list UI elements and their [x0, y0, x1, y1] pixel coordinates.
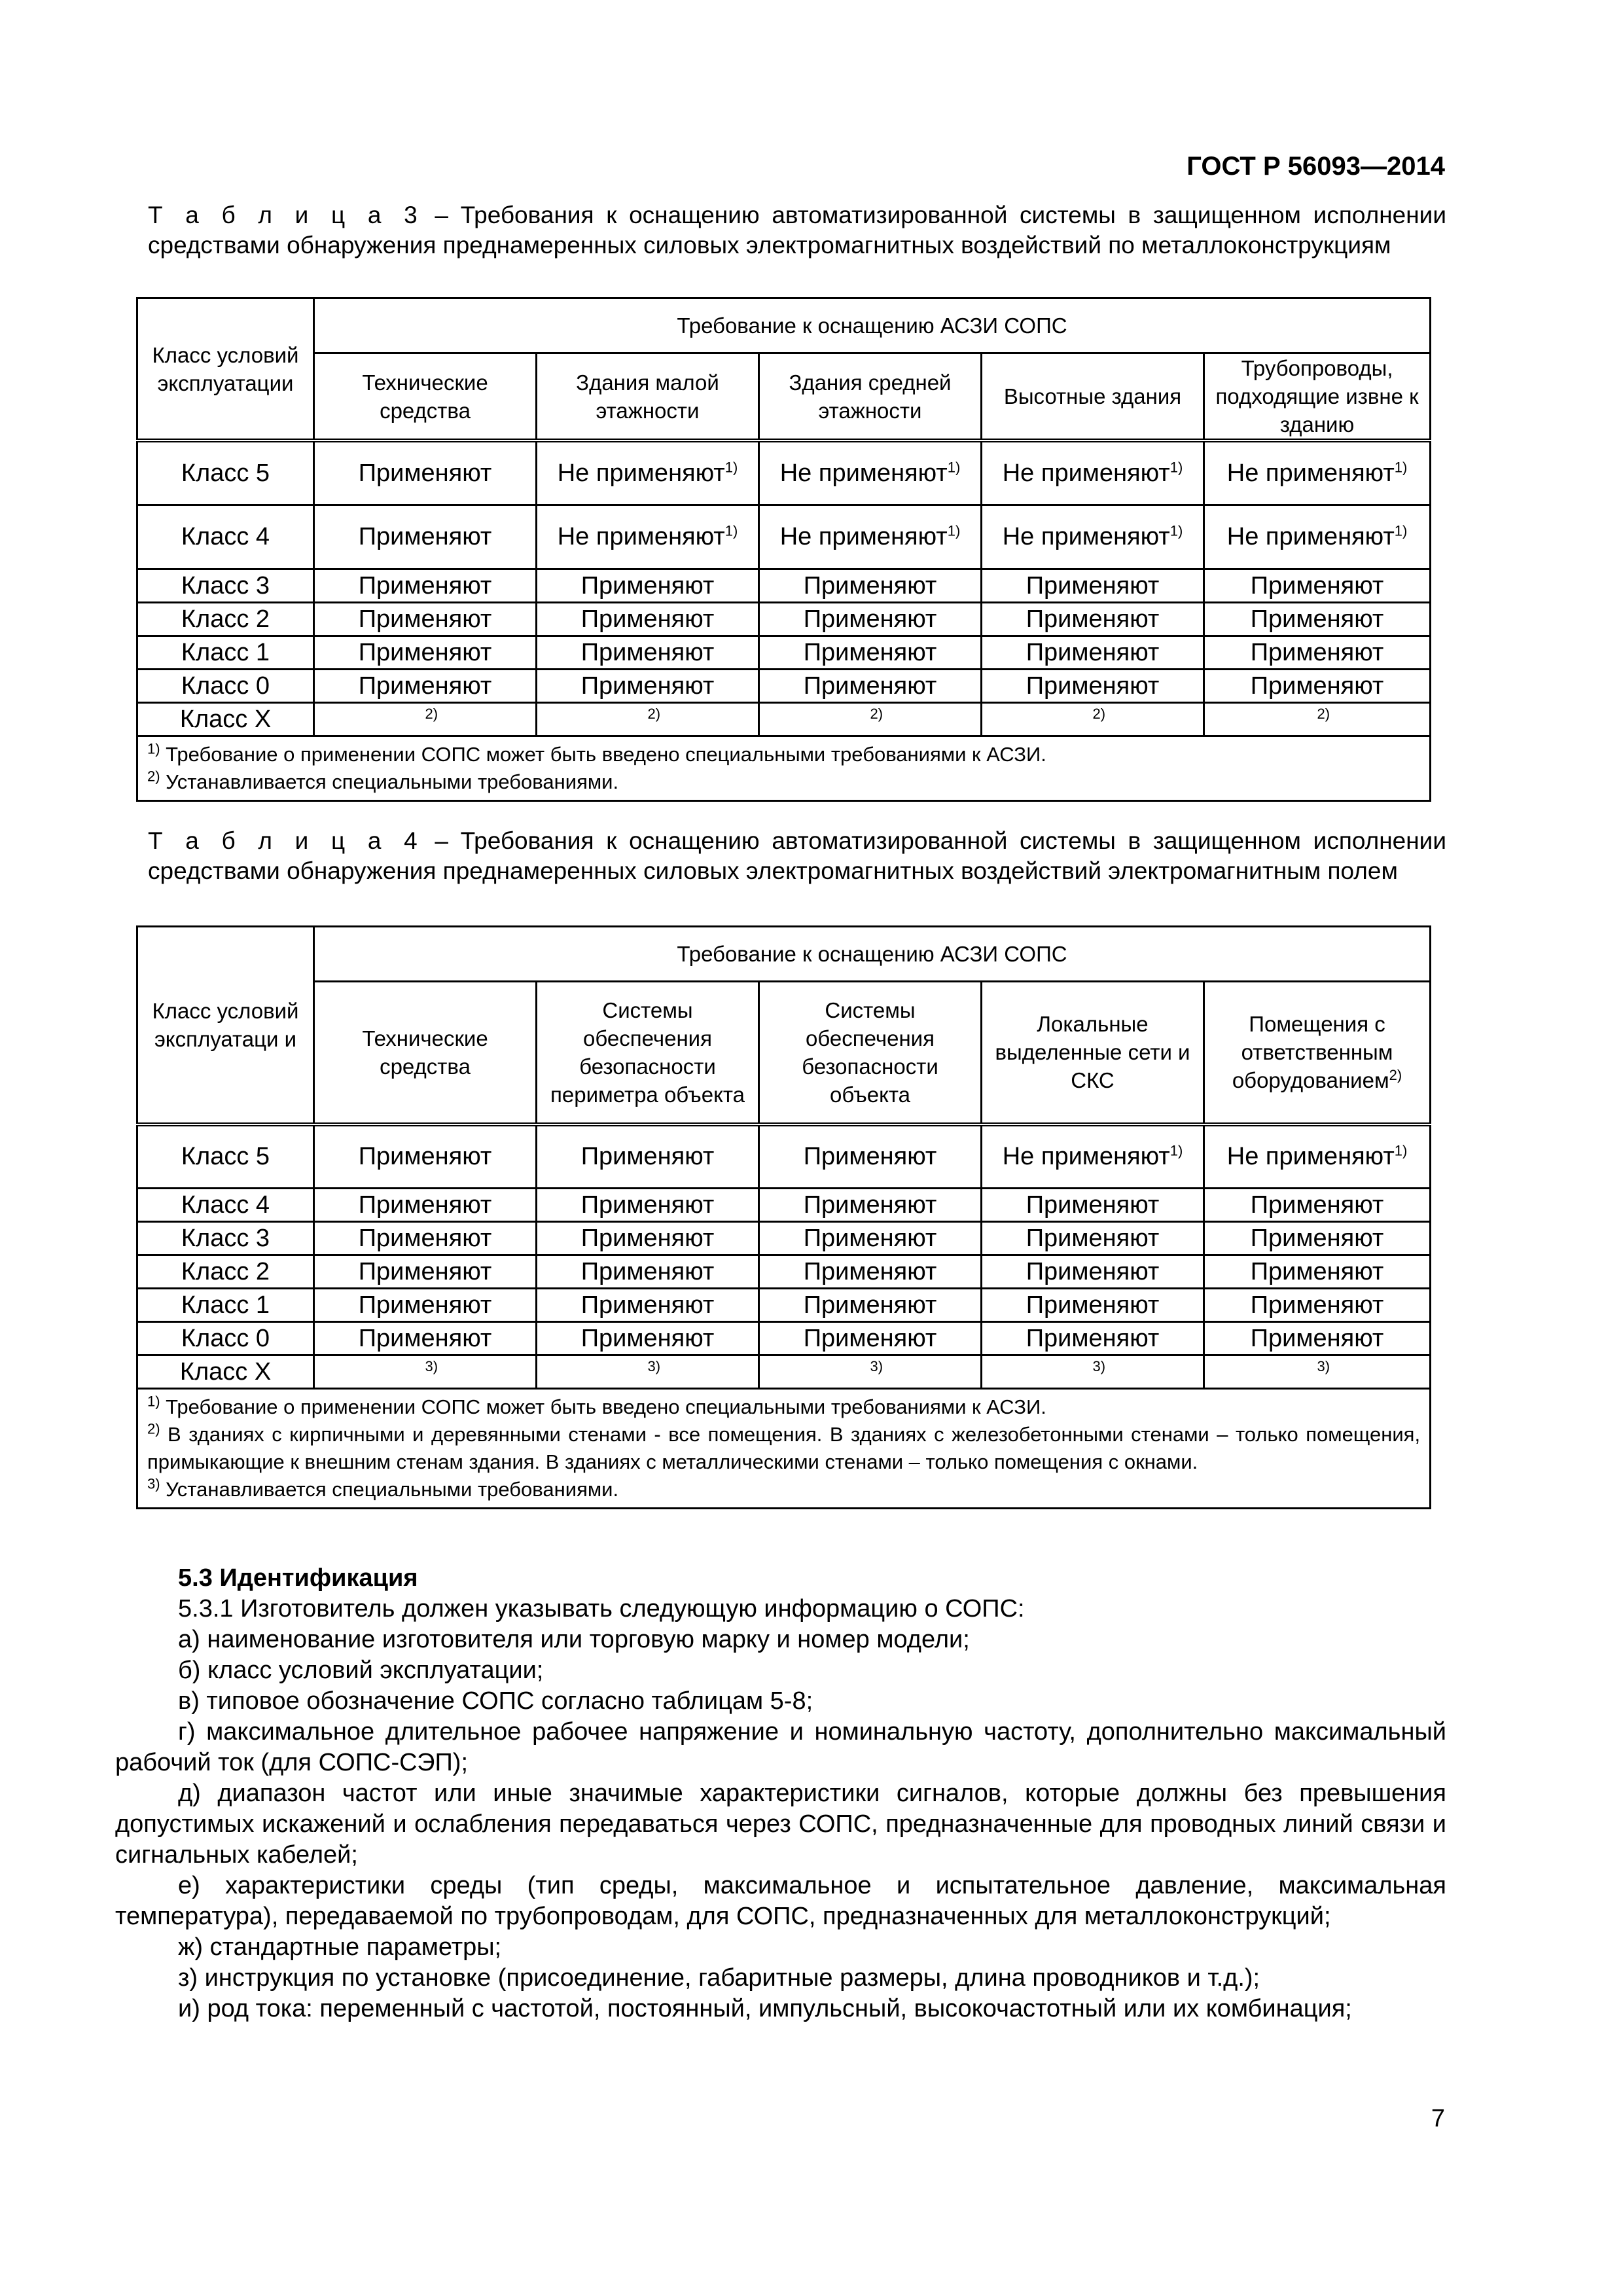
value-cell [759, 440, 982, 505]
class-cell: Класс 5 [137, 1124, 314, 1189]
value-text: Не применяют [1002, 1143, 1170, 1171]
footnote-text: Устанавливается специальными требованиями. [160, 770, 619, 793]
value-cell: Применяют [982, 569, 1204, 602]
value-cell: Применяют [759, 1222, 982, 1255]
footnote-mark: 2) [147, 1420, 160, 1437]
value-text: Не применяют [779, 459, 948, 487]
class-cell: Класс 1 [137, 636, 314, 669]
table4-col-header [1204, 982, 1431, 1124]
value-cell: Применяют [982, 1322, 1204, 1355]
value-cell: 2) [1204, 702, 1431, 736]
table4-col-header: Локальные выделенные сети и СКС [982, 982, 1204, 1124]
list-item: и) род тока: переменный с частотой, постоянный, импульсный, высокочастотный или их комбинация; [178, 1995, 1352, 2022]
value-text: Не применяют [557, 459, 725, 487]
list-item: б) класс условий эксплуатации; [178, 1657, 544, 1684]
value-cell [1204, 440, 1431, 505]
class-cell: Класс 3 [137, 1222, 314, 1255]
table3-col-header: Трубопроводы, подходящие извне к зданию [1204, 353, 1431, 441]
value-cell: Применяют [759, 669, 982, 702]
value-cell: Применяют [314, 1124, 537, 1189]
table3-row-header: Класс условий эксплуатации [137, 298, 314, 441]
table-row [137, 636, 1431, 669]
footnote [147, 1476, 1420, 1503]
table4-caption-text: – Требования к оснащению автоматизированной системы в защищенном исполнении средствами обнаружения преднамеренных силовых электромагнитных воздействий электромагнитным полем [148, 827, 1446, 884]
class-cell: Класс 2 [137, 602, 314, 636]
col-header-text: Помещения с ответственным оборудованием [1232, 1012, 1393, 1093]
section-identification [115, 1563, 1446, 2024]
value-cell: 3) [537, 1355, 759, 1389]
value-cell: Применяют [982, 669, 1204, 702]
table3-caption-label: Т а б л и ц а 3 [148, 202, 423, 228]
value-cell: 3) [982, 1355, 1204, 1389]
class-cell: Класс 1 [137, 1289, 314, 1322]
table-row [137, 1289, 1431, 1322]
value-cell: Применяют [1204, 669, 1431, 702]
value-cell: Применяют [982, 1189, 1204, 1222]
table3-caption [148, 200, 1446, 260]
footnote-ref: 1) [1169, 522, 1183, 539]
value-cell: Применяют [314, 1322, 537, 1355]
value-cell: Применяют [1204, 1255, 1431, 1289]
footnote-cell [137, 736, 1431, 800]
table-row [137, 440, 1431, 505]
table4 [136, 925, 1431, 1509]
value-text: Не применяют [1226, 459, 1395, 487]
footnote-mark: 1) [147, 1393, 160, 1410]
footnote-mark: 1) [147, 740, 160, 757]
value-cell: Применяют [1204, 1289, 1431, 1322]
class-cell: Класс 5 [137, 440, 314, 505]
value-cell: Применяют [537, 1124, 759, 1189]
value-cell: Применяют [1204, 636, 1431, 669]
value-cell [537, 440, 759, 505]
list-item: а) наименование изготовителя или торговую марку и номер модели; [178, 1626, 970, 1653]
footnote-ref: 1) [947, 459, 961, 476]
value-cell: Применяют [759, 1189, 982, 1222]
table-row [137, 602, 1431, 636]
class-cell: Класс X [137, 702, 314, 736]
footnote-mark: 2) [147, 768, 160, 785]
footnote-ref: 1) [1169, 459, 1183, 476]
value-cell: Применяют [982, 1222, 1204, 1255]
list-item: е) характеристики среды (тип среды, максимальное и испытательное давление, максимальная температура), передаваемой по трубопроводам, для СОПС, предназначенных для металлоконструкций; [115, 1872, 1446, 1930]
list-item: г) максимальное длительное рабочее напряжение и номинальную частоту, дополнительно максимальный рабочий ток (для СОПС-СЭП); [115, 1718, 1446, 1776]
table4-col-header: Технические средства [314, 982, 537, 1124]
section-intro: 5.3.1 Изготовитель должен указывать следующую информацию о СОПС: [178, 1595, 1025, 1623]
table3 [136, 297, 1431, 802]
value-cell: 3) [759, 1355, 982, 1389]
footnote-ref: 1) [1394, 1142, 1408, 1159]
table3-col-header: Здания средней этажности [759, 353, 982, 441]
footnote-ref: 1) [724, 459, 738, 476]
value-cell [1204, 1124, 1431, 1189]
value-cell: Применяют [314, 1289, 537, 1322]
value-cell: Применяют [1204, 569, 1431, 602]
table4-caption [148, 826, 1446, 886]
table-row [137, 669, 1431, 702]
value-cell: Применяют [982, 1255, 1204, 1289]
value-cell [982, 505, 1204, 569]
page-number: 7 [1431, 2105, 1445, 2132]
value-cell: Применяют [537, 602, 759, 636]
value-cell: Применяют [759, 602, 982, 636]
value-text: Не применяют [557, 523, 725, 550]
class-cell: Класс X [137, 1355, 314, 1389]
value-cell: Применяют [314, 569, 537, 602]
footnote [147, 1421, 1420, 1476]
value-cell: Применяют [314, 669, 537, 702]
footnote-ref: 1) [1394, 522, 1408, 539]
table-row [137, 1222, 1431, 1255]
footnote-cell [137, 1389, 1431, 1509]
value-cell: Применяют [314, 440, 537, 505]
footnote-text: Требование о применении СОПС может быть введено специальными требованиями к АСЗИ. [160, 742, 1046, 766]
footnote-text: Устанавливается специальными требованиями. [160, 1478, 619, 1501]
value-cell: Применяют [1204, 602, 1431, 636]
table4-row-header: Класс условий эксплуатаци и [137, 927, 314, 1124]
footnote-text: В зданиях с кирпичными и деревянными стенами - все помещения. В зданиях с железобетонными стенами – только помещения, примыкающие к внешним стенам здания. В зданиях с металлическими стенами – только помещения с окнами. [147, 1423, 1421, 1473]
value-cell: Применяют [982, 602, 1204, 636]
value-cell [982, 440, 1204, 505]
footnote [147, 741, 1420, 768]
value-cell: 3) [314, 1355, 537, 1389]
value-cell: Применяют [314, 1222, 537, 1255]
footnote-ref: 1) [1169, 1142, 1183, 1159]
table-row [137, 569, 1431, 602]
table-row [137, 1189, 1431, 1222]
class-cell: Класс 0 [137, 669, 314, 702]
value-cell: Применяют [759, 1124, 982, 1189]
table-row [137, 1355, 1431, 1389]
value-cell: Применяют [537, 1255, 759, 1289]
footnote-ref: 1) [1394, 459, 1408, 476]
value-cell: Применяют [314, 1255, 537, 1289]
value-cell: Применяют [314, 1189, 537, 1222]
value-cell: Применяют [537, 1289, 759, 1322]
value-cell: 2) [537, 702, 759, 736]
value-cell: Применяют [314, 505, 537, 569]
value-cell: Применяют [759, 636, 982, 669]
footnote-ref: 1) [947, 522, 961, 539]
section-heading: 5.3 Идентификация [178, 1564, 418, 1592]
value-cell: Применяют [314, 636, 537, 669]
value-cell: Применяют [314, 602, 537, 636]
table3-col-header: Здания малой этажности [537, 353, 759, 441]
value-cell: Применяют [537, 636, 759, 669]
footnote [147, 768, 1420, 796]
list-item: з) инструкция по установке (присоединение, габаритные размеры, длина проводников и т.д.); [178, 1964, 1260, 1992]
footnote-text: Требование о применении СОПС может быть введено специальными требованиями к АСЗИ. [160, 1395, 1046, 1418]
table3-footnotes [137, 736, 1431, 800]
value-text: Не применяют [779, 523, 948, 550]
value-cell: Применяют [759, 1255, 982, 1289]
value-cell: Применяют [759, 1322, 982, 1355]
table4-caption-label: Т а б л и ц а 4 [148, 827, 423, 854]
class-cell: Класс 3 [137, 569, 314, 602]
table-row [137, 1322, 1431, 1355]
list-item: в) типовое обозначение СОПС согласно таблицам 5-8; [178, 1687, 813, 1715]
value-cell: Применяют [759, 1289, 982, 1322]
value-cell: 2) [759, 702, 982, 736]
table3-col-header: Технические средства [314, 353, 537, 441]
value-text: Не применяют [1002, 459, 1170, 487]
value-cell: Применяют [537, 1222, 759, 1255]
value-text: Не применяют [1226, 1143, 1395, 1171]
table4-group-header: Требование к оснащению АСЗИ СОПС [314, 927, 1431, 982]
value-cell: Применяют [759, 569, 982, 602]
table-row [137, 702, 1431, 736]
value-cell: Применяют [1204, 1322, 1431, 1355]
footnote [147, 1393, 1420, 1421]
table3-caption-text: – Требования к оснащению автоматизированной системы в защищенном исполнении средствами обнаружения преднамеренных силовых электромагнитных воздействий по металлоконструкциям [148, 202, 1446, 259]
value-cell: Применяют [537, 1189, 759, 1222]
value-text: Не применяют [1002, 523, 1170, 550]
value-cell [759, 505, 982, 569]
class-cell: Класс 4 [137, 1189, 314, 1222]
value-cell [537, 505, 759, 569]
table-row [137, 1124, 1431, 1189]
value-cell: Применяют [982, 1289, 1204, 1322]
value-cell: Применяют [1204, 1189, 1431, 1222]
document-code: ГОСТ Р 56093—2014 [1186, 152, 1445, 181]
footnote-ref: 2) [1389, 1067, 1402, 1084]
list-item: д) диапазон частот или иные значимые характеристики сигналов, которые должны без превышения допустимых искажений и ослабления передаваться через СОПС, предназначенные для проводных линий связи и сигнальных кабелей; [115, 1780, 1446, 1869]
value-cell: Применяют [537, 1322, 759, 1355]
value-cell: Применяют [982, 636, 1204, 669]
value-text: Не применяют [1226, 523, 1395, 550]
table3-col-header: Высотные здания [982, 353, 1204, 441]
footnote-mark: 3) [147, 1475, 160, 1492]
value-cell: 2) [982, 702, 1204, 736]
value-cell [982, 1124, 1204, 1189]
class-cell: Класс 2 [137, 1255, 314, 1289]
table-row [137, 1255, 1431, 1289]
table4-footnotes [137, 1389, 1431, 1509]
value-cell: 2) [314, 702, 537, 736]
value-cell: Применяют [1204, 1222, 1431, 1255]
value-cell: Применяют [537, 669, 759, 702]
class-cell: Класс 4 [137, 505, 314, 569]
list-item: ж) стандартные параметры; [178, 1933, 502, 1961]
table-row [137, 505, 1431, 569]
footnote-ref: 1) [724, 522, 738, 539]
table3-group-header: Требование к оснащению АСЗИ СОПС [314, 298, 1431, 353]
value-cell: Применяют [537, 569, 759, 602]
class-cell: Класс 0 [137, 1322, 314, 1355]
table4-col-header: Системы обеспечения безопасности периметра объекта [537, 982, 759, 1124]
table4-col-header: Системы обеспечения безопасности объекта [759, 982, 982, 1124]
value-cell: 3) [1204, 1355, 1431, 1389]
value-cell [1204, 505, 1431, 569]
